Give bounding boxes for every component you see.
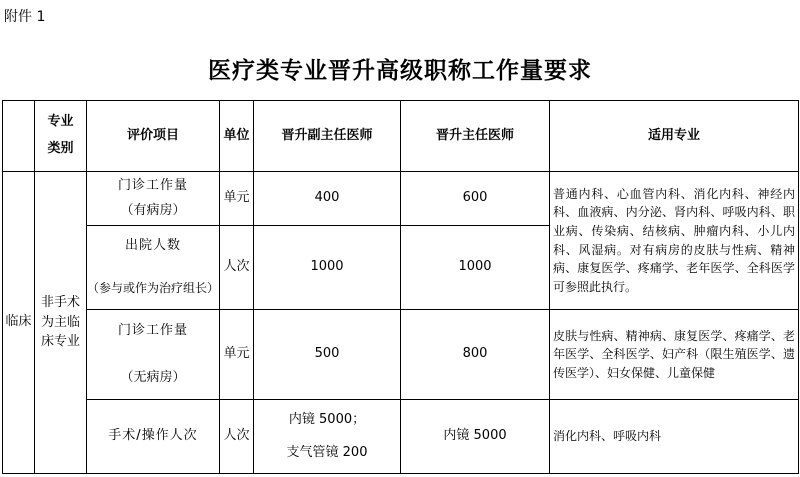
deputy-cell	[254, 400, 401, 474]
deputy-cell: 400	[254, 172, 401, 226]
table-row	[3, 172, 799, 226]
deputy-cell: 500	[254, 310, 401, 400]
header-specialty: 适用专业	[550, 101, 799, 172]
deputy-cell: 1000	[254, 226, 401, 310]
item-cell	[87, 226, 220, 310]
chief-cell: 内镜 5000	[401, 400, 550, 474]
attachment-label: 附件 1	[4, 9, 46, 25]
page-title: 医疗类专业晋升高级职称工作量要求	[208, 58, 592, 84]
unit-cell: 单元	[220, 172, 254, 226]
category-line3: 床专业	[40, 334, 80, 350]
header-unit: 单位	[220, 101, 254, 172]
item-name: 出院人数	[124, 238, 181, 254]
header-blank	[3, 101, 35, 172]
specialty-cell: 普通内科、心血管内科、消化内科、神经内科、血液病、内分泌、肾内科、呼吸内科、职业病、传染病、结核病、肿瘤内科、小儿内科、风湿病。对有病房的皮肤与性病、精神病、康复医学、疼痛学、老年医学、全科医学可参照此执行。	[550, 172, 799, 310]
category-line1: 非手术	[40, 295, 80, 311]
header-category-line1: 专业	[47, 114, 74, 130]
item-cell	[87, 310, 220, 400]
table-row	[3, 310, 799, 400]
item-name: 门诊工作量	[117, 177, 188, 193]
domain-cell: 临床	[3, 172, 35, 474]
item-cell: 手术/操作人次	[87, 400, 220, 474]
item-note: （有病房）	[120, 202, 186, 218]
item-cell	[87, 172, 220, 226]
chief-cell: 1000	[401, 226, 550, 310]
category-line2: 为主临	[40, 314, 80, 330]
header-chief: 晋升主任医师	[401, 101, 550, 172]
header-item: 评价项目	[87, 101, 220, 172]
table-row	[3, 400, 799, 474]
category-cell	[35, 172, 87, 474]
chief-cell: 800	[401, 310, 550, 400]
deputy-line1: 内镜 5000；	[288, 411, 366, 427]
header-category-line2: 类别	[47, 141, 74, 156]
specialty-cell: 消化内科、呼吸内科	[550, 400, 799, 474]
header-category	[35, 101, 87, 172]
chief-cell: 600	[401, 172, 550, 226]
unit-cell: 人次	[220, 226, 254, 310]
item-note: （参与或作为治疗组长）	[87, 281, 220, 296]
specialty-cell: 皮肤与性病、精神病、康复医学、疼痛学、老年医学、全科医学、妇产科（限生殖医学、遗传医学）、妇女保健、儿童保健	[550, 310, 799, 400]
requirements-table	[2, 100, 799, 474]
unit-cell: 单元	[220, 310, 254, 400]
unit-cell: 人次	[220, 400, 254, 474]
item-name: 门诊工作量	[117, 322, 188, 338]
item-note: （无病房）	[120, 369, 186, 385]
deputy-line2: 支气管镜 200	[286, 444, 368, 460]
header-deputy: 晋升副主任医师	[254, 101, 401, 172]
header-row	[3, 101, 799, 172]
